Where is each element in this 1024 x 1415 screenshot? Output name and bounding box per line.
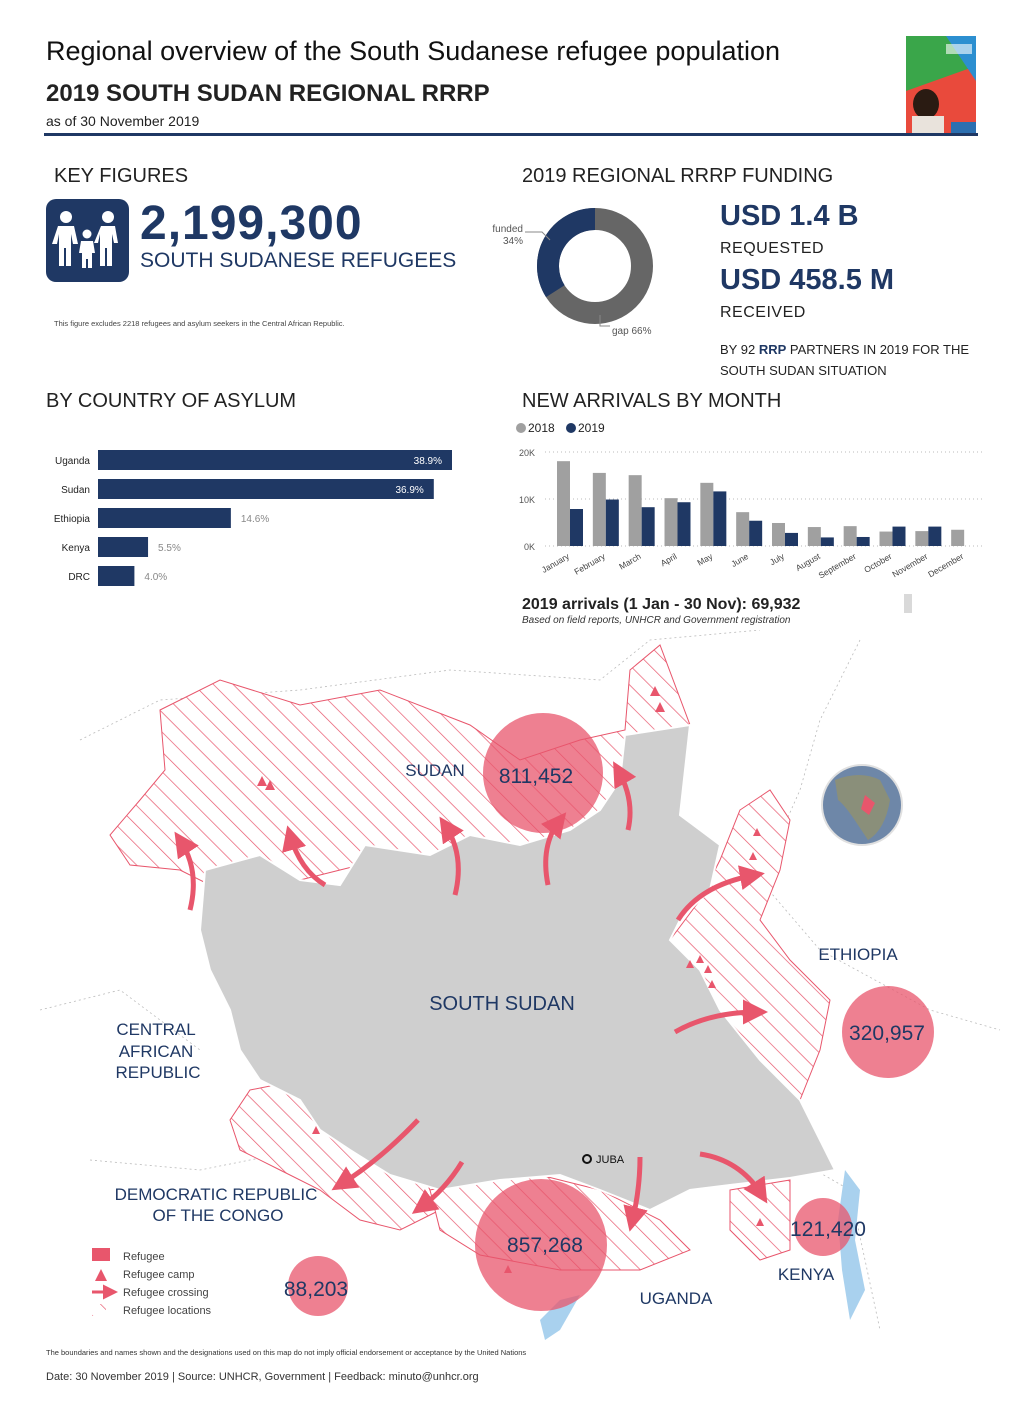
regional-map (0, 630, 1024, 1350)
map-legend (92, 1248, 212, 1317)
arrivals-month-label: August (793, 551, 822, 573)
arrivals-legend-swatch (516, 423, 526, 433)
arrivals-source-note: Based on field reports, UNHCR and Government registration (522, 615, 791, 626)
arrivals-bar (785, 533, 798, 546)
arrivals-bar (629, 475, 642, 546)
legend-refugee-swatch (92, 1248, 110, 1261)
scroll-marker (904, 594, 912, 613)
drc-refugee-count: 88,203 (283, 1278, 349, 1301)
funding-heading: 2019 REGIONAL RRRP FUNDING (522, 165, 834, 187)
arrivals-legend-swatch (566, 423, 576, 433)
arrivals-bar (606, 500, 619, 546)
donut-funded-label: funded (492, 224, 523, 235)
legend-refugee: Refugee (123, 1251, 165, 1263)
label-south-sudan: SOUTH SUDAN (429, 993, 575, 1015)
arrivals-bar (951, 530, 964, 546)
arrivals-bar (642, 507, 655, 546)
arrivals-tick-label: 10K (518, 495, 535, 505)
donut-funded-pct: 34% (502, 236, 523, 247)
arrivals-bar (857, 537, 870, 546)
asylum-country-label: Kenya (61, 543, 90, 554)
asylum-bar-label: 36.9% (395, 485, 424, 496)
asylum-country-label: Ethiopia (53, 514, 90, 525)
received-label: RECEIVED (720, 304, 806, 321)
as-of-date: as of 30 November 2019 (46, 113, 200, 129)
arrivals-bar (893, 527, 906, 546)
header-divider (44, 133, 978, 136)
arrivals-tick-label: 0K (523, 542, 535, 552)
funding-donut-chart (480, 200, 680, 340)
arrivals-month-label: January (539, 551, 571, 575)
asylum-bar-label: 5.5% (158, 543, 181, 554)
total-refugees-number: 2,199,300 (140, 197, 363, 250)
arrivals-month-label: October (862, 551, 894, 575)
arrivals-bar (678, 502, 691, 546)
donut-funded-arc (548, 219, 595, 291)
legend-crossing: Refugee crossing (123, 1287, 209, 1299)
map-disclaimer: The boundaries and names shown and the designations used on this map do not imply official endorsement or acceptance by the United Nations (46, 1348, 527, 1357)
refugee-family-icon (46, 199, 129, 282)
total-refugees-label: SOUTH SUDANESE REFUGEES (140, 249, 457, 272)
arrivals-month-label: September (816, 551, 858, 581)
asylum-country-label: Sudan (61, 485, 90, 496)
asylum-bar (98, 566, 134, 586)
arrivals-heading: NEW ARRIVALS BY MONTH (522, 390, 782, 412)
globe-inset-icon (822, 765, 902, 845)
label-drc-line2: OF THE CONGO (152, 1206, 284, 1225)
arrivals-month-label: May (695, 551, 715, 568)
asylum-heading: BY COUNTRY OF ASYLUM (46, 390, 297, 412)
asylum-country-label: DRC (68, 572, 90, 583)
arrivals-month-label: November (890, 551, 930, 580)
arrivals-bar (557, 461, 570, 546)
arrivals-bar (915, 531, 928, 546)
kenya-refugee-count: 121,420 (790, 1218, 866, 1241)
label-uganda: UGANDA (639, 1289, 713, 1308)
key-figures-heading: KEY FIGURES (54, 165, 189, 187)
donut-gap-label: gap 66% (612, 326, 652, 337)
arrivals-bar (749, 521, 762, 546)
partners-suffix: PARTNERS IN 2019 FOR THE SOUTH SUDAN SITUATION (720, 342, 970, 378)
asylum-bar-label: 4.0% (144, 572, 168, 583)
label-sudan: SUDAN (405, 761, 465, 780)
label-car-line3: REPUBLIC (115, 1063, 201, 1082)
uganda-refugee-count: 857,268 (507, 1234, 583, 1257)
legend-locations: Refugee locations (123, 1305, 212, 1317)
arrivals-bar (713, 491, 726, 546)
received-amount: USD 458.5 M (720, 264, 895, 296)
arrivals-month-label: July (767, 551, 786, 568)
ethiopia-refugee-count: 320,957 (849, 1022, 925, 1045)
arrivals-month-label: June (729, 551, 751, 569)
legend-camp: Refugee camp (123, 1269, 195, 1281)
arrivals-legend-label: 2018 (528, 421, 555, 435)
asylum-bar (98, 450, 452, 470)
partners-prefix: BY 92 (720, 342, 756, 357)
arrivals-tick-label: 20K (518, 448, 535, 458)
arrivals-legend-label: 2019 (578, 421, 605, 435)
arrivals-bar (844, 526, 857, 546)
label-drc-line1: DEMOCRATIC REPUBLIC (114, 1185, 318, 1204)
arrivals-bar (821, 537, 834, 546)
legend-camp-icon (95, 1269, 107, 1281)
arrivals-total: 2019 arrivals (1 Jan - 30 Nov): 69,932 (522, 596, 801, 613)
partners-rrp: RRP (758, 342, 787, 357)
arrivals-bar (736, 512, 749, 546)
page-title: Regional overview of the South Sudanese refugee population (46, 36, 781, 66)
arrivals-bar (570, 509, 583, 546)
arrivals-bar (880, 532, 893, 546)
partners-text (720, 339, 980, 381)
requested-label: REQUESTED (720, 240, 825, 257)
label-juba: JUBA (596, 1154, 625, 1166)
arrivals-bar (700, 483, 713, 546)
legend-locations-swatch (92, 1304, 106, 1316)
arrivals-bar (808, 527, 821, 546)
asylum-bar-label: 38.9% (413, 456, 442, 467)
label-ethiopia: ETHIOPIA (818, 945, 898, 964)
asylum-bar (98, 508, 231, 528)
label-car-line2: AFRICAN (118, 1042, 194, 1061)
arrivals-month-label: February (572, 551, 607, 577)
footer-credits: Date: 30 November 2019 | Source: UNHCR, Government | Feedback: minuto@unhcr.org (46, 1371, 479, 1383)
arrivals-bar (772, 523, 785, 546)
page-subtitle: 2019 SOUTH SUDAN REGIONAL RRRP (46, 80, 490, 107)
arrivals-bar (665, 498, 678, 546)
asylum-bar-label: 14.6% (240, 514, 270, 525)
arrivals-bar (928, 527, 941, 546)
arrivals-bar-chart (505, 418, 995, 590)
arrivals-month-label: March (617, 551, 643, 572)
sudan-refugee-count: 811,452 (498, 765, 574, 788)
arrivals-bar (593, 473, 606, 546)
arrivals-month-label: December (926, 551, 966, 580)
requested-amount: USD 1.4 B (720, 200, 859, 232)
arrivals-month-label: April (658, 551, 679, 569)
label-car-line1: CENTRAL (116, 1020, 196, 1039)
asylum-bar-chart (40, 440, 480, 600)
asylum-bar (98, 479, 434, 499)
label-kenya: KENYA (777, 1265, 835, 1284)
cover-photo (906, 36, 976, 133)
asylum-bar (98, 537, 148, 557)
asylum-country-label: Uganda (54, 456, 90, 467)
key-figures-note: This figure excludes 2218 refugees and asylum seekers in the Central African Republic. (54, 319, 345, 328)
